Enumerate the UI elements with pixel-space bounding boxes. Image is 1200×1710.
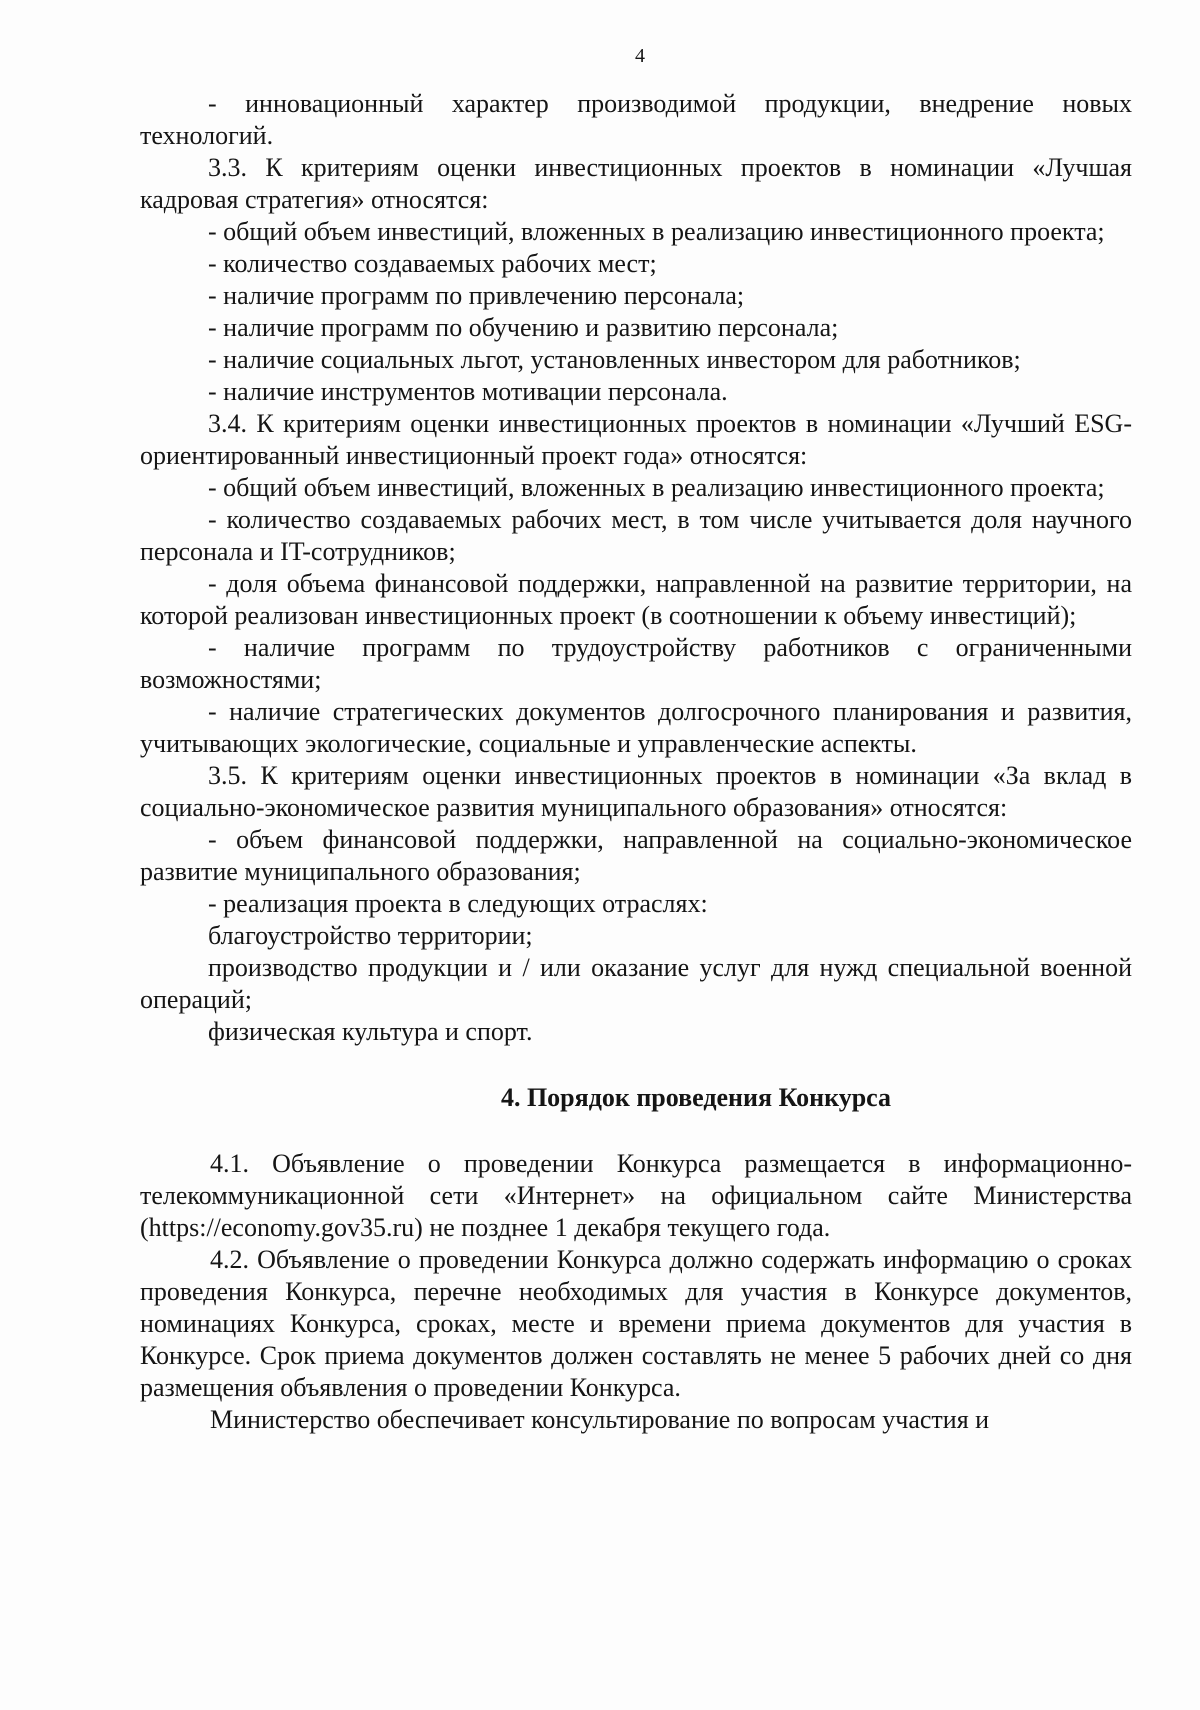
paragraph: - реализация проекта в следующих отраслях:: [208, 889, 708, 918]
paragraph: - наличие стратегических документов долгосрочного планирования и развития, учитывающих экологические, социальные и управленческие аспекты.: [140, 697, 1132, 758]
paragraph: 3.3. К критериям оценки инвестиционных проектов в номинации «Лучшая кадровая стратегия» относятся:: [140, 153, 1132, 214]
document-body: [140, 88, 1132, 1436]
paragraph: 4.2. Объявление о проведении Конкурса должно содержать информацию о сроках проведения Конкурса, перечне необходимых для участия в Конкурсе документов, номинациях Конкурса, сроках, месте и времени приема документов для участия в Конкурсе. Срок приема документов должен составлять не менее 5 рабочих дней со дня размещения объявления о проведении Конкурса.: [140, 1245, 1132, 1402]
page-number: 4: [635, 45, 645, 67]
paragraph: - количество создаваемых рабочих мест, в том числе учитывается доля научного персонала и IT-сотрудников;: [140, 505, 1132, 566]
paragraph: - наличие программ по трудоустройству работников с ограниченными возможностями;: [140, 633, 1132, 694]
paragraph: благоустройство территории;: [208, 921, 533, 950]
paragraph: - общий объем инвестиций, вложенных в реализацию инвестиционного проекта;: [208, 473, 1105, 502]
paragraph: - наличие социальных льгот, установленных инвестором для работников;: [208, 345, 1021, 374]
paragraph: физическая культура и спорт.: [208, 1017, 533, 1046]
paragraph: - наличие инструментов мотивации персонала.: [208, 377, 728, 406]
paragraph: - инновационный характер производимой продукции, внедрение новых технологий.: [140, 89, 1132, 150]
paragraph: 4.1. Объявление о проведении Конкурса размещается в информационно-телекоммуникационной сети «Интернет» на официальном сайте Министерства (https://economy.gov35.ru) не позднее 1 декабря текущего года.: [140, 1149, 1132, 1242]
paragraph: - наличие программ по привлечению персонала;: [208, 281, 745, 310]
section-heading: 4. Порядок проведения Конкурса: [500, 1083, 892, 1112]
paragraph: 3.5. К критериям оценки инвестиционных проектов в номинации «За вклад в социально-экономическое развития муниципального образования» относятся:: [140, 761, 1132, 822]
paragraph: - доля объема финансовой поддержки, направленной на развитие территории, на которой реализован инвестиционных проект (в соотношении к объему инвестиций);: [140, 569, 1132, 630]
paragraph: - наличие программ по обучению и развитию персонала;: [208, 313, 839, 342]
paragraph: 3.4. К критериям оценки инвестиционных проектов в номинации «Лучший ESG-ориентированный инвестиционный проект года» относятся:: [140, 409, 1132, 470]
paragraph: - количество создаваемых рабочих мест;: [208, 249, 657, 278]
paragraph: - общий объем инвестиций, вложенных в реализацию инвестиционного проекта;: [208, 217, 1105, 246]
paragraph: производство продукции и / или оказание услуг для нужд специальной военной операций;: [140, 953, 1132, 1014]
paragraph: - объем финансовой поддержки, направленной на социально-экономическое развитие муниципального образования;: [140, 825, 1132, 886]
paragraph: Министерство обеспечивает консультирование по вопросам участия и: [210, 1405, 990, 1434]
